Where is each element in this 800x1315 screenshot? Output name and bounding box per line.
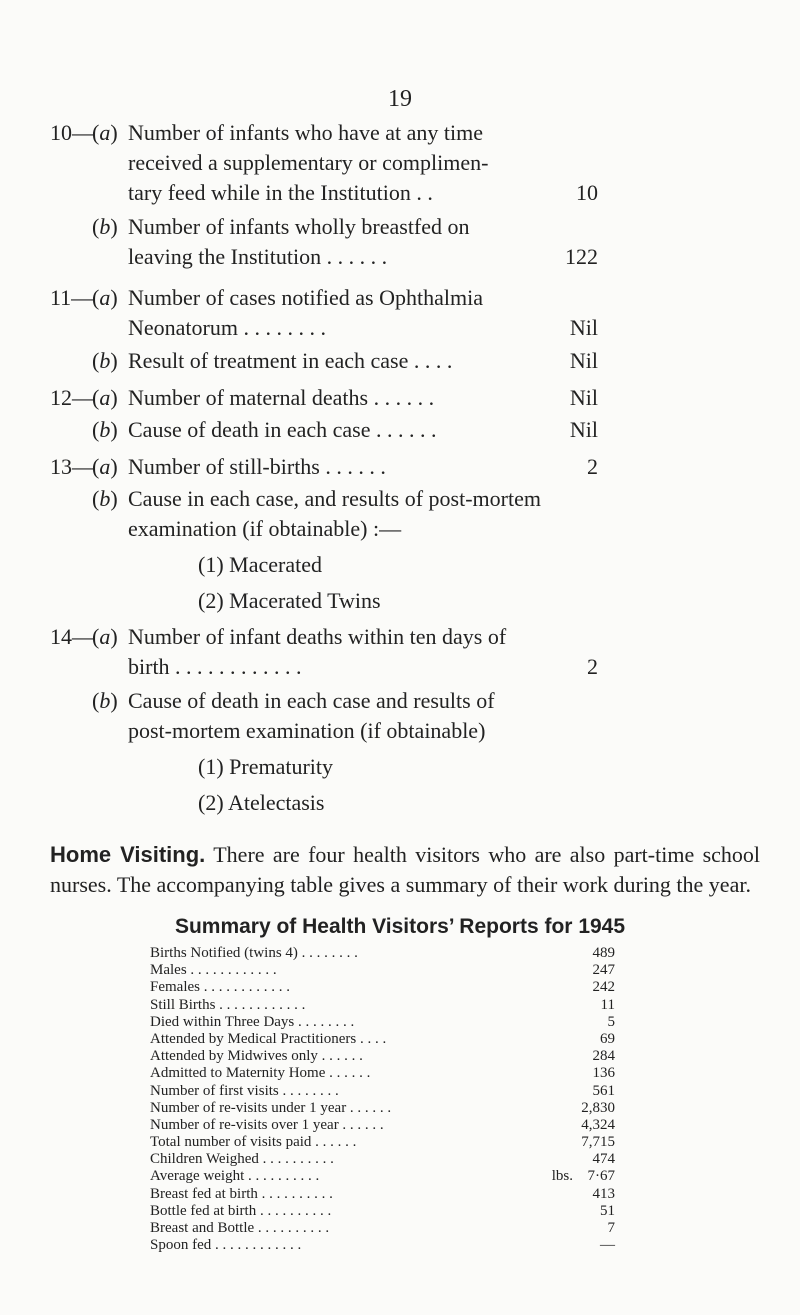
table-row [150,1220,615,1237]
row-label: Males . . . . . . . . . . . . [150,962,277,979]
row-label: Total number of visits paid . . . . . . [150,1134,357,1151]
item-line: (1) Macerated [198,552,322,577]
row-value: 242 [592,979,615,996]
table-row [150,979,615,996]
row-label: Females . . . . . . . . . . . . [150,979,290,996]
item-value: Nil [569,417,598,442]
row-value: 489 [592,945,615,961]
item-line: Neonatorum . . . . . . . . [128,315,326,340]
row-label: Spoon fed . . . . . . . . . . . . [150,1237,302,1254]
table-row [150,962,615,979]
item-line: (1) Prematurity [198,754,334,779]
item-value: Nil [569,348,598,373]
item-value: 10 [576,180,598,205]
item-line: examination (if obtainable) :— [128,516,402,541]
item-value: 2 [587,654,598,679]
table-row [150,1134,615,1151]
table-row [150,1117,615,1134]
item-line: Number of maternal deaths . . . . . . [128,385,435,410]
item-line: tary feed while in the Institution . . [128,180,433,205]
row-label: Died within Three Days . . . . . . . . [150,1013,355,1030]
item-value: Nil [569,315,598,340]
row-value: 51 [600,1202,615,1219]
item-line: Cause in each case, and results of post-mortem [128,486,541,511]
row-value: — [600,1237,615,1254]
table-row [150,1065,615,1082]
row-value: 7,715 [581,1134,615,1151]
row-unit: lbs. [551,1168,573,1185]
row-label: Breast and Bottle . . . . . . . . . . [150,1220,330,1236]
sub-label: (b) [92,486,118,511]
item-value: Nil [569,385,598,410]
item-line: birth . . . . . . . . . . . . [128,654,302,679]
table-row [150,997,615,1014]
row-value: 136 [592,1065,615,1082]
row-label: Bottle fed at birth . . . . . . . . . . [150,1202,332,1219]
table-row [150,1237,615,1254]
item-number: 10— [50,120,94,145]
row-label: Attended by Midwives only . . . . . . [150,1048,363,1065]
row-label: Admitted to Maternity Home . . . . . . [150,1065,371,1082]
sub-label: (b) [92,348,118,373]
table-row [150,1048,615,1065]
table-row [150,945,615,962]
row-label: Number of re-visits under 1 year . . . . . . [150,1099,392,1116]
page-number: 19 [388,86,412,112]
table-row [150,1100,615,1117]
item-number: 13— [50,454,94,479]
home-visiting-heading: Home Visiting. [50,842,206,867]
sub-label: (b) [92,688,118,713]
item-line: received a supplementary or complimen- [128,150,489,175]
item-number: 12— [50,385,94,410]
item-line: Number of cases notified as Ophthalmia [128,285,483,310]
sub-label: (a) [92,624,118,649]
row-value: 413 [592,1185,615,1202]
row-value: 284 [592,1048,615,1065]
row-value: 7 [607,1220,615,1236]
item-number: 14— [50,624,94,649]
item-line: Number of still-births . . . . . . [128,454,386,479]
row-value: 7·67 [587,1168,615,1185]
item-number: 11— [50,285,94,310]
item-line: Number of infant deaths within ten days of [128,624,507,649]
item-line: Number of infants wholly breastfed on [128,214,470,239]
row-value: 4,324 [581,1116,615,1133]
summary-table [150,945,615,1254]
table-row [150,1014,615,1031]
home-visiting-paragraph [50,840,760,900]
row-value: 5 [607,1013,615,1030]
row-label: Breast fed at birth . . . . . . . . . . [150,1185,333,1202]
row-value: 69 [600,1030,615,1047]
sub-label: (a) [92,285,118,310]
row-label: Children Weighed . . . . . . . . . . [150,1151,334,1168]
sub-label: (a) [92,454,118,479]
sub-label: (b) [92,417,118,442]
item-line: (2) Macerated Twins [198,588,381,613]
row-label: Number of re-visits over 1 year . . . . . . [150,1116,384,1133]
item-value: 122 [565,244,598,269]
item-line: post-mortem examination (if obtainable) [128,718,486,743]
row-value: 2,830 [581,1099,615,1116]
table-row [150,1031,615,1048]
item-line: Number of infants who have at any time [128,120,483,145]
sub-label: (a) [92,385,118,410]
row-value: 11 [600,996,615,1013]
row-value: 561 [592,1082,615,1099]
item-line: Cause of death in each case and results of [128,688,495,713]
item-line: Result of treatment in each case . . . . [128,348,453,373]
summary-title: Summary of Health Visitors’ Reports for 1945 [174,915,626,938]
row-label: Births Notified (twins 4) . . . . . . . . [150,945,358,961]
table-row [150,1083,615,1100]
table-row [150,1203,615,1220]
row-label: Average weight . . . . . . . . . . [150,1168,320,1185]
table-row [150,1151,615,1168]
row-value: 474 [592,1151,615,1168]
item-value: 2 [587,454,598,479]
table-row [150,1186,615,1203]
item-line: leaving the Institution . . . . . . [128,244,388,269]
row-label: Still Births . . . . . . . . . . . . [150,996,306,1013]
sub-label: (a) [92,120,118,145]
home-visiting-text: There are four health visitors who are also part-time school nurses. The accompanying table gives a summary of their work during the year. [50,842,761,897]
table-row [150,1168,615,1185]
row-value: 247 [592,962,615,979]
sub-label: (b) [92,214,118,239]
row-label: Number of first visits . . . . . . . . [150,1082,339,1099]
item-line: (2) Atelectasis [198,790,325,815]
item-line: Cause of death in each case . . . . . . [128,417,437,442]
row-label: Attended by Medical Practitioners . . . . [150,1030,387,1047]
